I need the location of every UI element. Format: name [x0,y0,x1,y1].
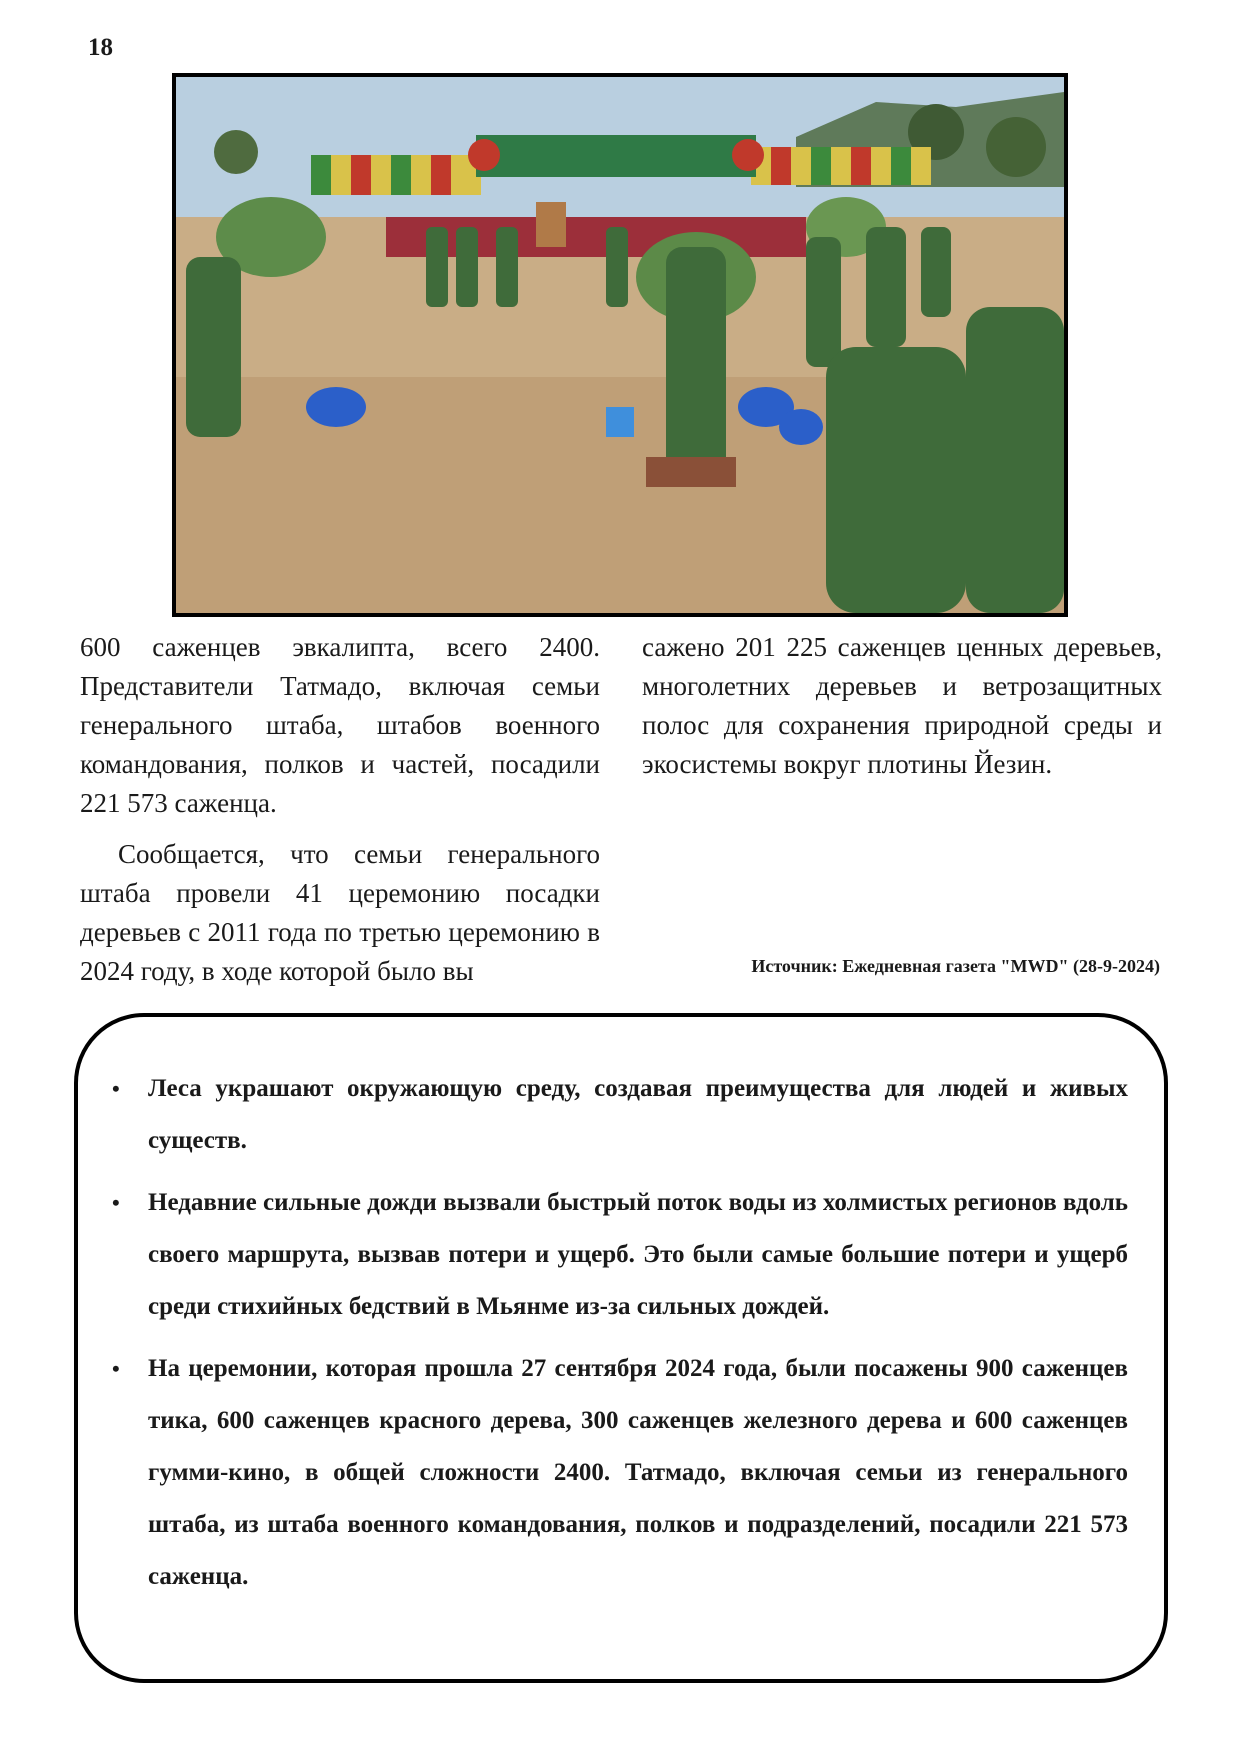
ceremony-photo [172,73,1068,617]
summary-list-item [112,1177,1128,1333]
article-left-column [80,628,600,991]
bullet-icon: • [112,1356,120,1381]
article-paragraph: сажено 201 225 саженцев ценных деревьев, многолетних деревьев и ветрозащитных полос для сохранения природной среды и экосистемы вокруг плотины Йезин. [642,632,1162,779]
source-credit: Источник: Ежедневная газета "MWD" (28-9-2024) [751,956,1160,976]
ceremony-photo-illustration [176,77,1064,613]
summary-text: Леса украшают окружающую среду, создавая преимущества для людей и живых существ. [148,1075,1128,1154]
article-paragraph: Сообщается, что семьи генерального штаба провели 41 церемонию посадки деревьев с 2011 года по третью церемонию в 2024 году, в ходе которой было вы [80,839,600,986]
article-paragraph: 600 саженцев эвкалипта, всего 2400. Представители Татмадо, включая семьи генерального штаба, штабов военного командования, полков и частей, посадили 221 573 саженца. [80,632,600,818]
summary-callout-box [74,1013,1168,1683]
bullet-icon: • [112,1190,120,1215]
summary-list-item [112,1343,1128,1603]
summary-list [112,1063,1128,1613]
summary-text: На церемонии, которая прошла 27 сентября 2024 года, были посажены 900 саженцев тика, 600 саженцев красного дерева, 300 саженцев железного дерева и 600 саженцев гумми-кино, в общей сложности 2400. Татмадо, включая семьи из генерального штаба, из штаба военного командования, полков и подразделений, посадили 221 573 саженца. [148,1355,1128,1590]
summary-text: Недавние сильные дожди вызвали быстрый поток воды из холмистых регионов вдоль своего маршрута, вызвав потери и ущерб. Это были самые большие потери и ущерб среди стихийных бедствий в Мьянме из-за сильных дождей. [148,1189,1128,1320]
page-number: 18 [88,34,113,61]
article-right-column [642,628,1162,784]
bullet-icon: • [112,1076,120,1101]
summary-list-item [112,1063,1128,1167]
